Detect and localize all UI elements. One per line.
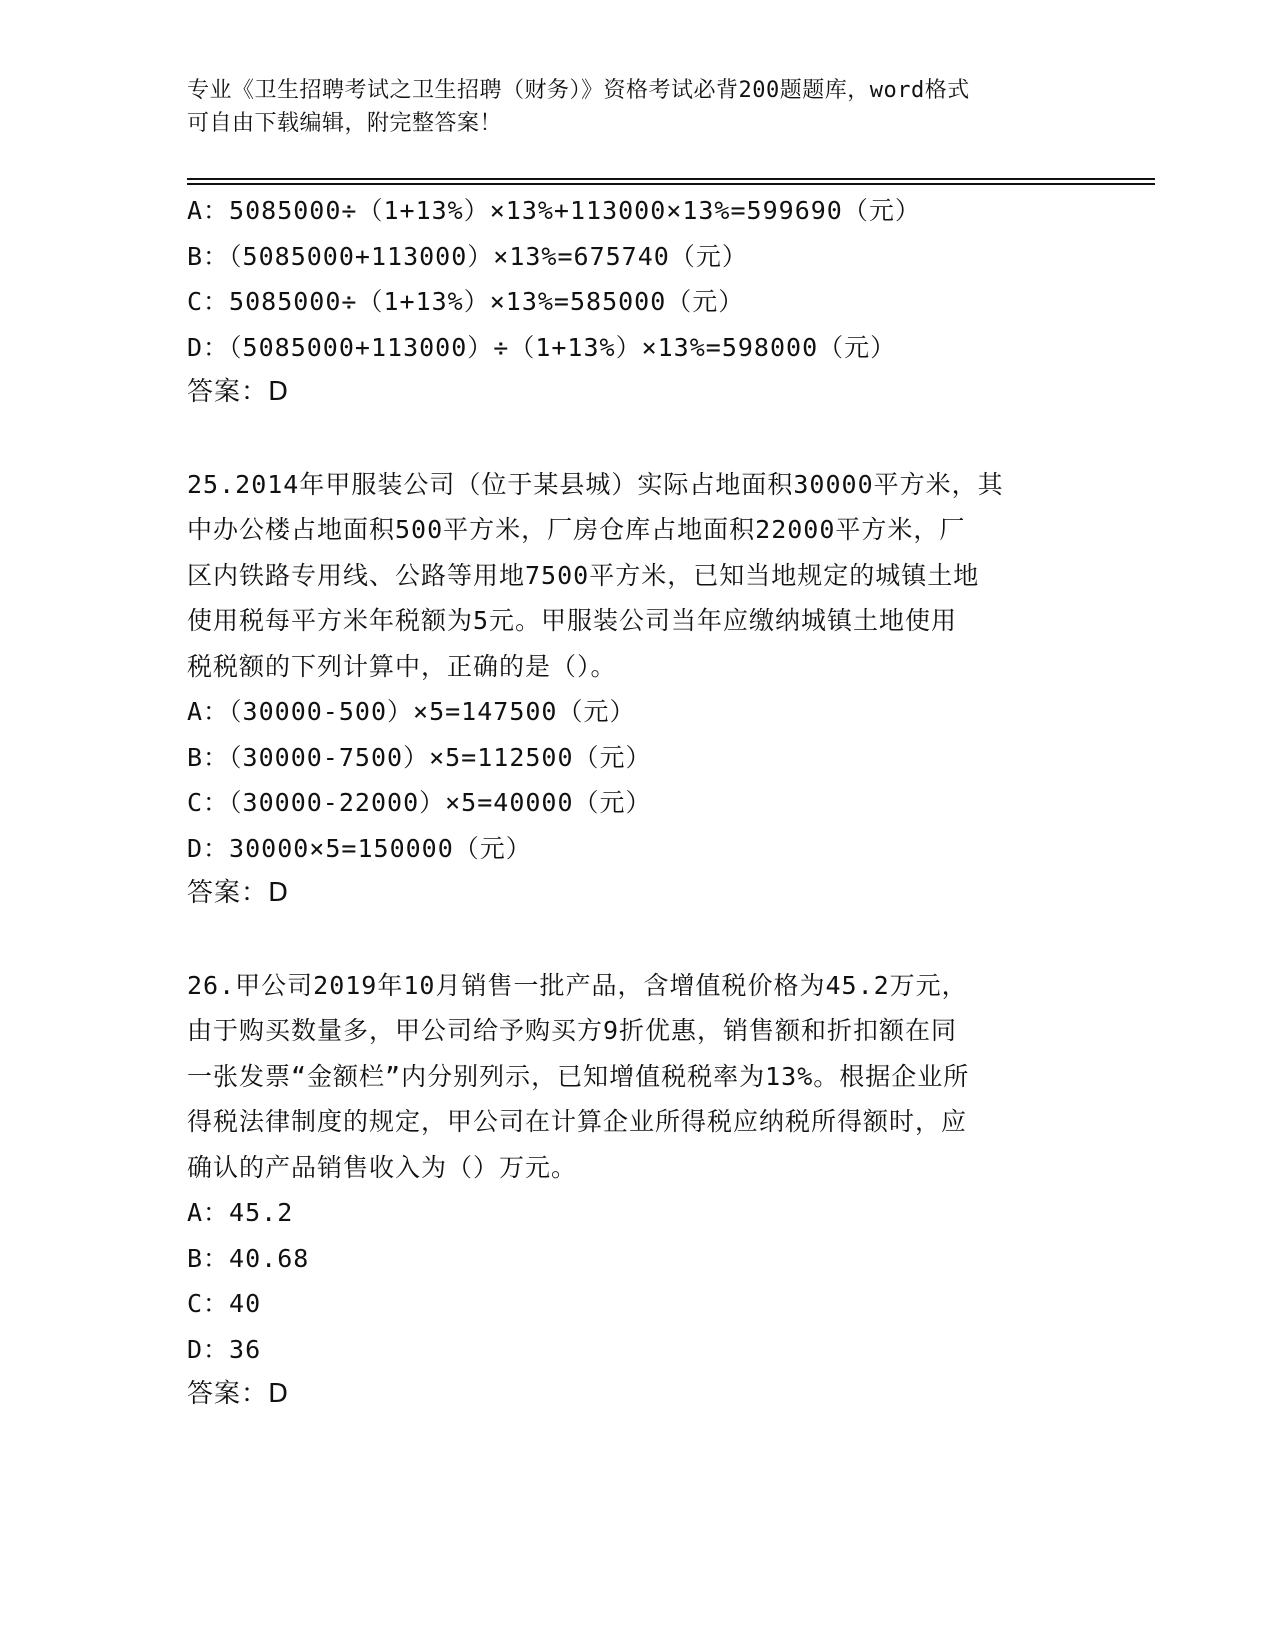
option-d: D：30000×5=150000（元） <box>187 833 532 863</box>
option-d: D：（5085000+113000）÷（1+13%）×13%=598000（元） <box>187 332 897 362</box>
document-body <box>187 188 1087 1418</box>
header-line-1: 专业《卫生招聘考试之卫生招聘（财务）》资格考试必背200题题库，word格式 <box>187 78 970 103</box>
block-spacer <box>187 917 1087 963</box>
option-b: B：（30000-7500）×5=112500（元） <box>187 742 652 772</box>
question-text-line: 税税额的下列计算中，正确的是（）。 <box>187 651 617 681</box>
question-text-line: 确认的产品销售收入为（）万元。 <box>187 1152 578 1182</box>
question-text-line: 使用税每平方米年税额为5元。甲服装公司当年应缴纳城镇土地使用 <box>187 606 958 635</box>
answer-line: 答案：D <box>187 878 290 908</box>
block-spacer <box>187 416 1087 462</box>
option-d: D：36 <box>187 1334 262 1364</box>
question-text-line: 区内铁路专用线、公路等用地7500平方米，已知当地规定的城镇土地 <box>187 560 980 590</box>
document-header <box>187 74 1087 140</box>
option-a: A：5085000÷（1+13%）×13%+113000×13%=599690（元） <box>187 196 921 225</box>
question-text-line: 得税法律制度的规定，甲公司在计算企业所得税应纳税所得额时，应 <box>187 1107 968 1136</box>
option-b: B：（5085000+113000）×13%=675740（元） <box>187 241 748 271</box>
header-divider-bottom <box>187 183 1155 185</box>
question-text-line: 25.2014年甲服装公司（位于某县城）实际占地面积30000平方米，其 <box>187 469 1004 499</box>
question-26-block <box>187 963 1087 1418</box>
option-a: A：45.2 <box>187 1198 294 1227</box>
option-c: C：40 <box>187 1289 262 1318</box>
header-divider-top <box>187 178 1155 180</box>
option-c: C：5085000÷（1+13%）×13%=585000（元） <box>187 287 745 316</box>
question-text-line: 26.甲公司2019年10月销售一批产品，含增值税价格为45.2万元， <box>187 970 968 1000</box>
question-text-line: 中办公楼占地面积500平方米，厂房仓库占地面积22000平方米，厂 <box>187 515 966 544</box>
question-25-block <box>187 462 1087 917</box>
header-line-2: 可自由下载编辑，附完整答案！ <box>187 111 503 136</box>
answer-line: 答案：D <box>187 377 290 407</box>
answer-line: 答案：D <box>187 1379 290 1409</box>
question-text-line: 一张发票“金额栏”内分别列示，已知增值税税率为13%。根据企业所 <box>187 1061 970 1091</box>
option-c: C：（30000-22000）×5=40000（元） <box>187 788 652 817</box>
option-b: B：40.68 <box>187 1243 310 1273</box>
option-a: A：（30000-500）×5=147500（元） <box>187 697 636 726</box>
prev-question-block <box>187 188 1087 416</box>
question-text-line: 由于购买数量多，甲公司给予购买方9折优惠，销售额和折扣额在同 <box>187 1016 958 1045</box>
